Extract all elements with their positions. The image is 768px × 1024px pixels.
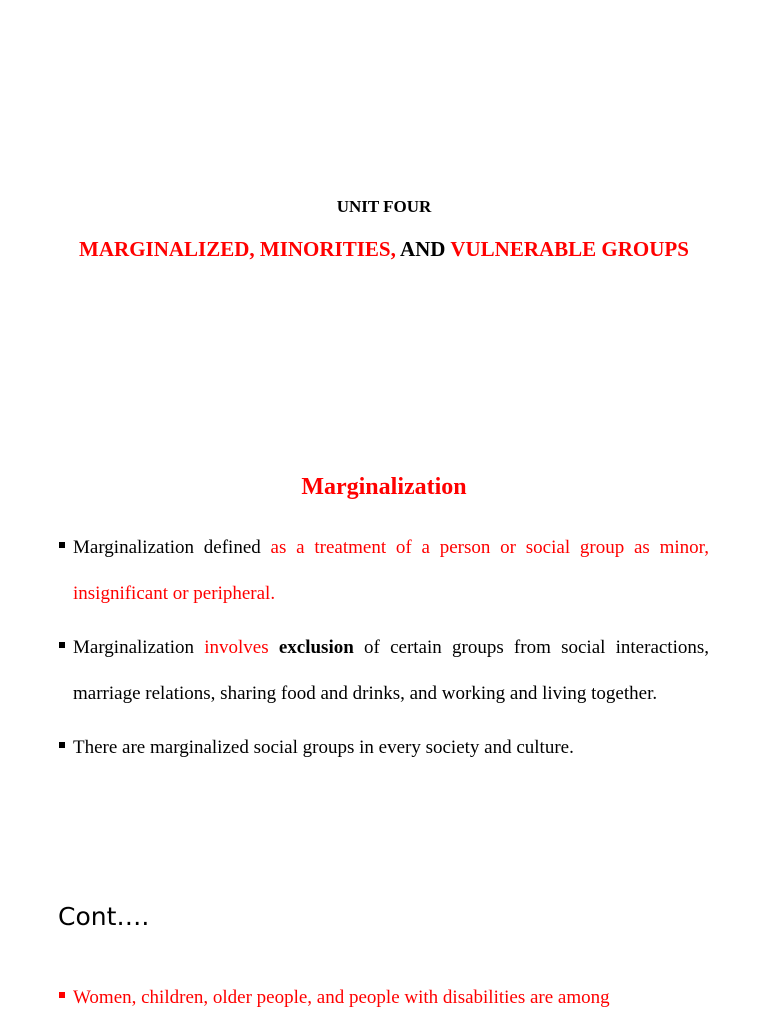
section-heading-cont: Cont….: [58, 902, 150, 931]
bullet-text-plain: of certain groups from social interactions, marriage relations, sharing food and drinks, and working and living together.: [73, 637, 710, 704]
bullet-text-plain: Marginalization: [73, 637, 205, 658]
bullet-text: There are marginalized social groups in every society and culture.: [73, 737, 574, 758]
bullet-text-plain: Marginalization defined: [73, 537, 271, 558]
bullet-text: [73, 625, 709, 717]
unit-label: UNIT FOUR: [336, 197, 432, 216]
square-bullet-icon: [59, 992, 65, 998]
unit-title: [0, 236, 768, 262]
bullet-text: Women, children, older people, and people with disabilities are among: [73, 987, 610, 1008]
bullet-item: [59, 725, 709, 771]
title-part-and: AND: [399, 237, 451, 261]
square-bullet-icon: [59, 742, 65, 748]
square-bullet-icon: [59, 542, 65, 548]
section-heading-marginalization: Marginalization: [301, 474, 467, 500]
bullet-text-highlight: as a treatment of a person or social group as minor, insignificant or peripheral.: [73, 537, 709, 604]
bullet-item: [59, 975, 709, 1021]
bullet-text-highlight: involves: [204, 637, 269, 658]
square-bullet-icon: [59, 642, 65, 648]
title-part-marginalized-minorities: MARGINALIZED, MINORITIES,: [79, 237, 400, 261]
bullet-item: [59, 525, 709, 617]
bullet-item: [59, 625, 709, 717]
bullet-text: [73, 525, 709, 617]
bullet-text-bold: exclusion: [268, 637, 354, 658]
title-part-vulnerable-groups: VULNERABLE GROUPS: [450, 237, 689, 261]
